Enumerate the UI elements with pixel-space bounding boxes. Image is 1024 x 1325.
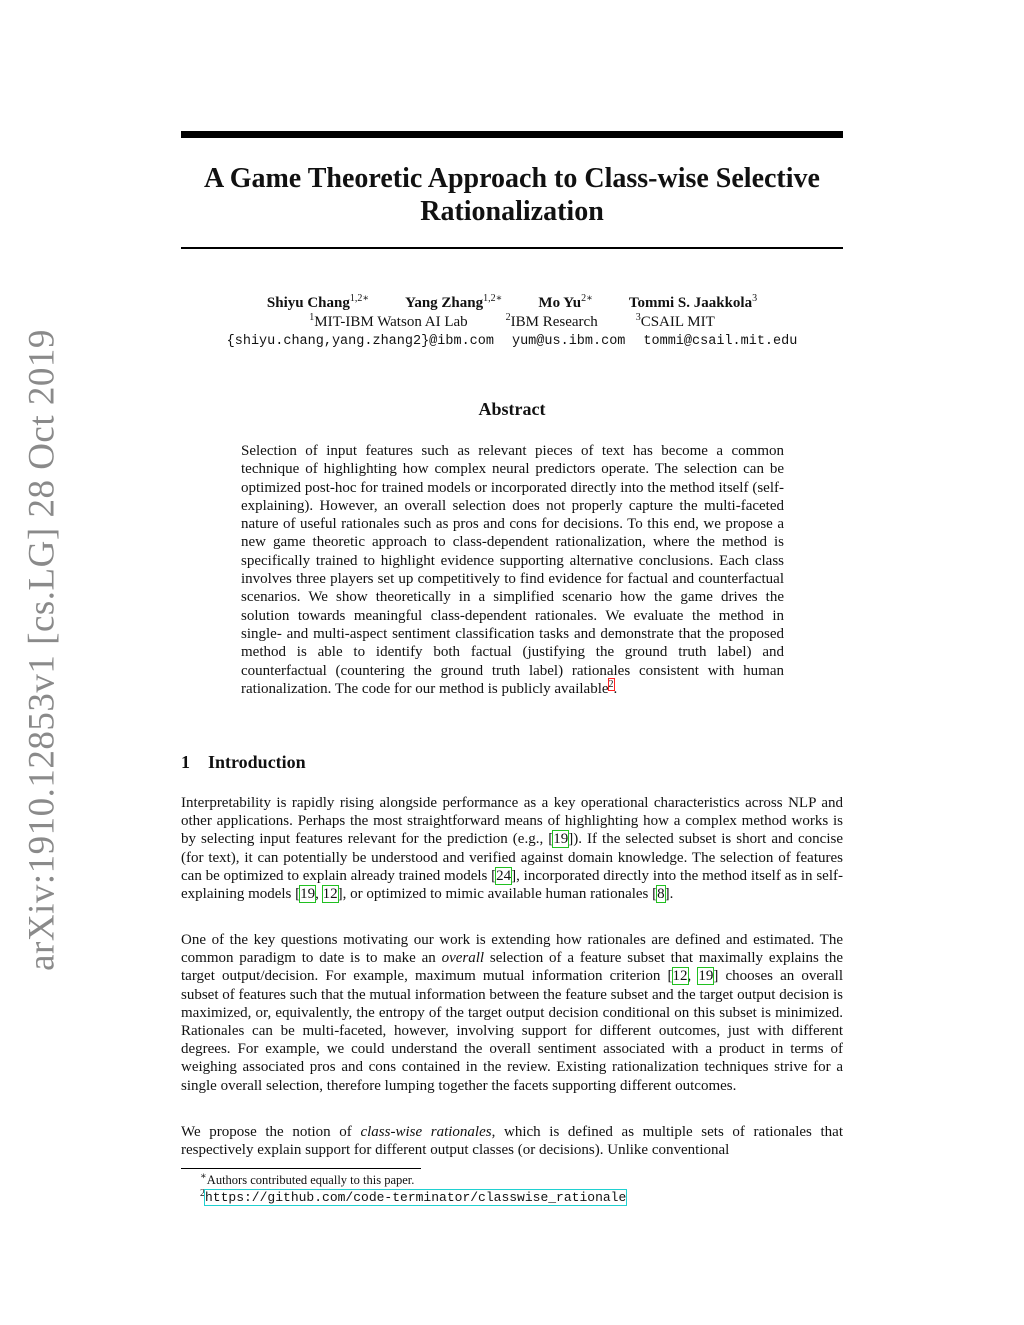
citation-link[interactable]: 19 (698, 968, 714, 985)
citation-link[interactable]: 19 (300, 886, 316, 903)
author: Tommi S. Jaakkola$^3$ (628, 293, 758, 311)
citation-link[interactable]: 12 (672, 968, 688, 985)
emails (181, 334, 843, 349)
section-number: 1 (181, 752, 190, 772)
affiliation: $^2$IBM Research (505, 312, 598, 330)
abstract-text: Selection of input features such as relevant pieces of text has become a common technique of highlighting how complex neural predictors operate. The selection can be optimized post-hoc for trained models or incorporated directly into the method itself (self-explaining). However, an overall selection does not properly capture the multi-faceted nature of useful rationales such as pros and cons for decisions. To this end, we propose a new game theoretic approach to class-dependent rationalization, where the method is specifically trained to highlight evidence supporting alternative conclusions. Each class involves three players set up competitively to find evidence for factual and counterfactual scenarios. We show theoretically in a simplified scenario how the game drives the solution towards meaningful class-dependent rationales. We evaluate the method in single- and multi-aspect sentiment classification tasks and demonstrate that the proposed method is able to identify both factual (justifying the ground truth label) and counterfactual (countering the ground truth label) rationales consistent with human rationalization. The code for our method is publicly available$^2$. (241, 443, 784, 697)
author-names (181, 295, 843, 312)
email: {shiyu.chang,yang.zhang2}@ibm.com (226, 334, 494, 349)
affiliations (181, 314, 843, 331)
intro-paragraph-1: Interpretability is rapidly rising alongside performance as a key operational characteristics across NLP and other applications. Perhaps the most straightforward means of highlighting how a complex method works is by selecting input features relevant for the prediction (e.g., [19]). If the selected subset is short and concise (for text), it can potentially be understood and verified against domain knowledge. The selection of features can be optimized to explain already trained models [24], incorporated directly into the method itself as in self-explaining models [19, 12], or optimized to mimic available human rationales [8]. (181, 795, 844, 903)
author: Shiyu Chang$^{1,2∗}$ (266, 293, 370, 311)
code-url-link[interactable]: https://github.com/code-terminator/classwise_rationale (205, 1190, 627, 1205)
email: tommi@csail.mit.edu (643, 334, 798, 349)
paper-title (181, 162, 843, 228)
footnote-rule (181, 1168, 421, 1169)
citation-link[interactable]: 19 (553, 831, 569, 848)
author-block (181, 295, 843, 349)
footnote: ∗Authors contributed equally to this paper. (200, 1170, 415, 1187)
section-title: Introduction (208, 752, 306, 772)
intro-paragraph-2: One of the key questions motivating our work is extending how rationales are defined and estimated. The common paradigm to date is to make an overall selection of a feature subset that maximally explains the target output/decision. For example, maximum mutual information criterion [12, 19] chooses an overall subset of features such that the mutual information between the feature subset and the target output decision is maximized, or, equivalently, the entropy of the target output decision conditional on this subset is minimized. Rationales can be multi-faceted, however, involving support for different outcomes, just with different degrees. For example, we could understand the overall sentiment associated with a product in terms of weighing associated pros and cons contained in the review. Existing rationalization techniques strive for a single overall selection, therefore lumping together the facets supporting different outcomes. (181, 932, 844, 1094)
paper-title-line1: A Game Theoretic Approach to Class-wise Selective (204, 163, 820, 194)
citation-link[interactable]: 12 (322, 886, 338, 903)
paper-title-line2: Rationalization (420, 196, 604, 227)
footnote: $^2$https://github.com/code-terminator/classwise_rationale (200, 1187, 627, 1205)
title-rule-bottom (181, 247, 843, 249)
affiliation: $^1$MIT-IBM Watson AI Lab (309, 312, 468, 330)
abstract-heading: Abstract (478, 399, 546, 419)
citation-link[interactable]: 8 (657, 886, 665, 903)
author: Mo $Yu^{2∗}$ (538, 293, 593, 311)
affiliation: $^3$CSAIL MIT (635, 312, 715, 330)
email: yum@us.ibm.com (511, 334, 626, 349)
citation-link[interactable]: 24 (496, 867, 512, 884)
section-heading-introduction (181, 752, 306, 773)
author: Yang Zhang$^{1,2∗}$ (405, 293, 503, 311)
title-rule-top (181, 131, 843, 138)
footnote-ref-link[interactable]: 2 (608, 678, 614, 690)
intro-paragraph-3: We propose the notion of class-wise rationales, which is defined as multiple sets of rationales that respectively explain support for different output classes (or decisions). Unlike conventional (181, 1124, 843, 1159)
arxiv-stamp-text: arXiv:1910.12853v1 [cs.LG] 28 Oct 2019 (21, 329, 63, 971)
arxiv-stamp (12, 329, 72, 971)
